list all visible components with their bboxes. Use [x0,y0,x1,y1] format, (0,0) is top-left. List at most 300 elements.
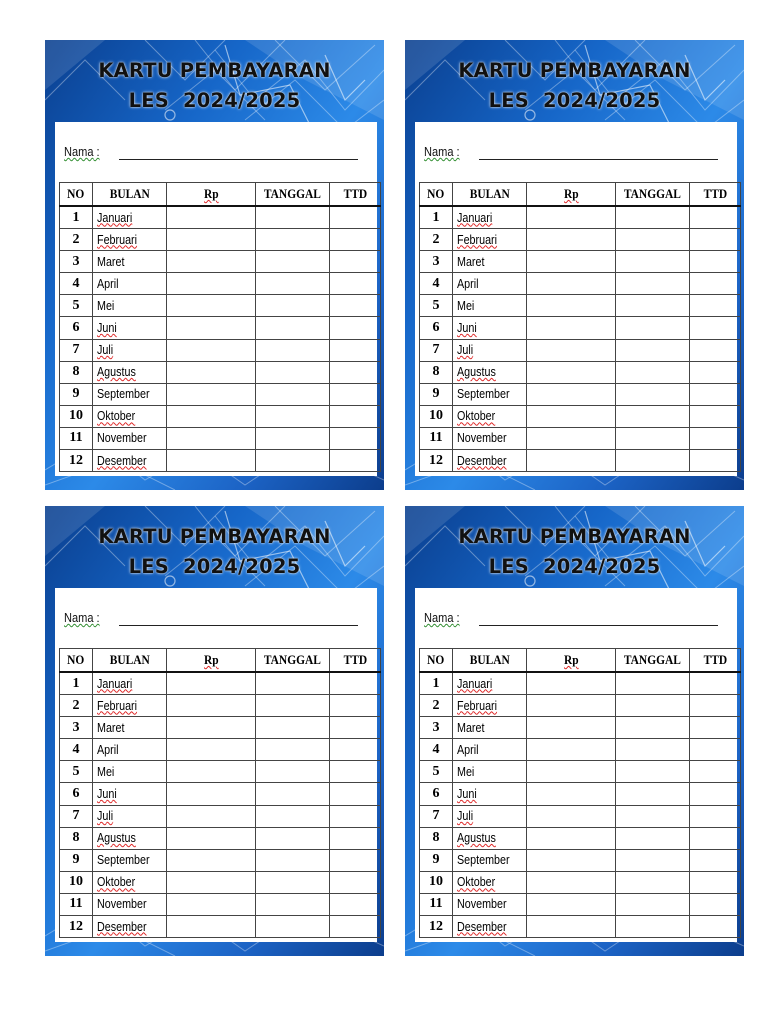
name-label: Nama : [64,610,100,625]
tanggal-cell[interactable] [256,361,330,383]
ttd-cell[interactable] [330,805,381,827]
row-number: 7 [420,805,453,827]
rp-cell[interactable] [167,871,256,893]
column-header-rp: Rp [527,183,616,207]
row-number: 9 [60,849,93,871]
month-cell: Juli [93,339,167,361]
rp-cell[interactable] [167,251,256,273]
ttd-cell[interactable] [690,405,741,427]
month-cell: September [93,383,167,405]
table-row [420,405,741,427]
payment-card-4 [405,506,744,956]
rp-cell[interactable] [167,783,256,805]
row-number: 12 [420,450,453,472]
table-row [60,827,381,849]
month-cell: Januari [93,672,167,695]
row-number: 8 [60,827,93,849]
rp-cell[interactable] [527,695,616,717]
rp-cell[interactable] [167,383,256,405]
rp-cell[interactable] [527,251,616,273]
column-header-rp: Rp [167,183,256,207]
ttd-cell[interactable] [330,339,381,361]
month-cell: Agustus [93,827,167,849]
tanggal-cell[interactable] [616,805,690,827]
tanggal-cell[interactable] [256,251,330,273]
ttd-cell[interactable] [690,229,741,251]
row-number: 12 [60,916,93,938]
month-cell: April [93,273,167,295]
column-header-ttd: TTD [690,649,741,673]
table-row [420,361,741,383]
rp-cell[interactable] [527,450,616,472]
tanggal-cell[interactable] [256,695,330,717]
card-title [405,56,744,116]
card-title [405,522,744,582]
rp-cell[interactable] [527,295,616,317]
ttd-cell[interactable] [690,761,741,783]
month-cell: Maret [93,251,167,273]
column-header-tanggal: TANGGAL [616,649,690,673]
table-row [60,450,381,472]
tanggal-cell[interactable] [256,893,330,915]
row-number: 2 [60,695,93,717]
month-cell: Juni [93,783,167,805]
name-row [424,610,727,630]
payment-table [419,648,741,938]
tanggal-cell[interactable] [616,383,690,405]
month-cell: Desember [93,916,167,938]
ttd-cell[interactable] [330,229,381,251]
rp-cell[interactable] [527,805,616,827]
tanggal-cell[interactable] [256,827,330,849]
ttd-cell[interactable] [330,827,381,849]
column-header-ttd: TTD [690,183,741,207]
tanggal-cell[interactable] [256,383,330,405]
table-row [420,229,741,251]
row-number: 2 [420,695,453,717]
name-field-line[interactable] [119,625,358,626]
month-cell: Agustus [93,361,167,383]
table-header-row [420,183,741,207]
row-number: 4 [420,273,453,295]
tanggal-cell[interactable] [256,229,330,251]
name-row [64,144,367,164]
row-number: 5 [420,295,453,317]
ttd-cell[interactable] [690,450,741,472]
ttd-cell[interactable] [690,849,741,871]
rp-cell[interactable] [167,893,256,915]
tanggal-cell[interactable] [256,450,330,472]
rp-cell[interactable] [527,229,616,251]
ttd-cell[interactable] [330,849,381,871]
ttd-cell[interactable] [690,805,741,827]
rp-cell[interactable] [167,827,256,849]
rp-cell[interactable] [527,317,616,339]
tanggal-cell[interactable] [256,761,330,783]
table-header-row [60,649,381,673]
row-number: 10 [60,405,93,427]
month-cell: November [93,427,167,449]
ttd-cell[interactable] [330,273,381,295]
rp-cell[interactable] [167,805,256,827]
ttd-cell[interactable] [330,295,381,317]
row-number: 1 [420,206,453,229]
ttd-cell[interactable] [330,871,381,893]
name-label: Nama : [424,610,460,625]
tanggal-cell[interactable] [616,739,690,761]
row-number: 9 [420,383,453,405]
table-row [420,893,741,915]
table-row [420,295,741,317]
month-cell: September [453,849,527,871]
row-number: 11 [420,427,453,449]
ttd-cell[interactable] [330,450,381,472]
ttd-cell[interactable] [690,672,741,695]
tanggal-cell[interactable] [616,672,690,695]
ttd-cell[interactable] [330,695,381,717]
tanggal-cell[interactable] [616,827,690,849]
card-panel [55,588,377,942]
tanggal-cell[interactable] [256,739,330,761]
rp-cell[interactable] [527,427,616,449]
card-title-line2: LES 2024/2025 [128,555,301,578]
card-title-line2: LES 2024/2025 [128,89,301,112]
table-row [420,717,741,739]
ttd-cell[interactable] [690,317,741,339]
table-row [420,761,741,783]
column-header-ttd: TTD [330,649,381,673]
table-row [420,339,741,361]
row-number: 5 [60,295,93,317]
table-row [60,871,381,893]
row-number: 4 [60,739,93,761]
tanggal-cell[interactable] [256,871,330,893]
rp-cell[interactable] [527,361,616,383]
table-row [420,672,741,695]
tanggal-cell[interactable] [616,339,690,361]
column-header-tanggal: TANGGAL [616,183,690,207]
column-header-rp: Rp [167,649,256,673]
ttd-cell[interactable] [690,339,741,361]
tanggal-cell[interactable] [616,273,690,295]
row-number: 2 [60,229,93,251]
name-label: Nama : [64,144,100,159]
table-row [420,450,741,472]
card-title [45,56,384,116]
ttd-cell[interactable] [690,827,741,849]
month-cell: April [93,739,167,761]
rp-cell[interactable] [167,695,256,717]
month-cell: Februari [93,695,167,717]
rp-cell[interactable] [167,672,256,695]
rp-cell[interactable] [527,849,616,871]
card-title-line1: KARTU PEMBAYARAN [458,59,691,82]
tanggal-cell[interactable] [256,672,330,695]
rp-cell[interactable] [527,717,616,739]
tanggal-cell[interactable] [256,916,330,938]
ttd-cell[interactable] [690,295,741,317]
ttd-cell[interactable] [330,717,381,739]
tanggal-cell[interactable] [256,805,330,827]
ttd-cell[interactable] [690,916,741,938]
tanggal-cell[interactable] [256,405,330,427]
month-cell: Desember [93,450,167,472]
month-cell: Oktober [93,871,167,893]
rp-cell[interactable] [527,916,616,938]
ttd-cell[interactable] [690,893,741,915]
month-cell: Oktober [93,405,167,427]
card-title-line1: KARTU PEMBAYARAN [458,525,691,548]
table-row [60,361,381,383]
rp-cell[interactable] [527,383,616,405]
rp-cell[interactable] [527,783,616,805]
ttd-cell[interactable] [690,739,741,761]
rp-cell[interactable] [167,317,256,339]
row-number: 12 [60,450,93,472]
rp-cell[interactable] [167,761,256,783]
rp-cell[interactable] [527,206,616,229]
card-title [45,522,384,582]
card-panel [415,588,737,942]
ttd-cell[interactable] [330,405,381,427]
column-header-bulan: BULAN [453,183,527,207]
tanggal-cell[interactable] [616,849,690,871]
payment-table [419,182,741,472]
rp-cell[interactable] [527,339,616,361]
tanggal-cell[interactable] [256,295,330,317]
payment-card-2 [405,40,744,490]
table-row [60,405,381,427]
tanggal-cell[interactable] [256,427,330,449]
ttd-cell[interactable] [330,916,381,938]
month-cell: Desember [453,916,527,938]
month-cell: Agustus [453,361,527,383]
rp-cell[interactable] [167,916,256,938]
column-header-no: NO [420,649,453,673]
rp-cell[interactable] [527,672,616,695]
tanggal-cell[interactable] [616,695,690,717]
tanggal-cell[interactable] [256,206,330,229]
column-header-ttd: TTD [330,183,381,207]
tanggal-cell[interactable] [616,317,690,339]
table-header-row [420,649,741,673]
tanggal-cell[interactable] [616,761,690,783]
month-cell: Februari [93,229,167,251]
month-cell: Januari [453,672,527,695]
column-header-no: NO [420,183,453,207]
row-number: 7 [60,805,93,827]
tanggal-cell[interactable] [256,317,330,339]
card-title-line1: KARTU PEMBAYARAN [98,525,331,548]
table-row [420,805,741,827]
ttd-cell[interactable] [330,761,381,783]
tanggal-cell[interactable] [616,206,690,229]
tanggal-cell[interactable] [616,893,690,915]
row-number: 3 [60,251,93,273]
rp-cell[interactable] [167,717,256,739]
month-cell: September [453,383,527,405]
row-number: 7 [60,339,93,361]
rp-cell[interactable] [167,273,256,295]
column-header-no: NO [60,183,93,207]
month-cell: Februari [453,695,527,717]
name-row [64,610,367,630]
table-row [420,206,741,229]
month-cell: Oktober [453,871,527,893]
column-header-bulan: BULAN [93,183,167,207]
ttd-cell[interactable] [690,206,741,229]
ttd-cell[interactable] [690,427,741,449]
column-header-bulan: BULAN [453,649,527,673]
month-cell: Mei [453,761,527,783]
rp-cell[interactable] [527,761,616,783]
payment-card-1 [45,40,384,490]
table-row [60,695,381,717]
row-number: 3 [60,717,93,739]
table-row [60,849,381,871]
ttd-cell[interactable] [690,251,741,273]
card-panel [415,122,737,476]
table-row [420,317,741,339]
month-cell: November [453,893,527,915]
tanggal-cell[interactable] [256,339,330,361]
column-header-bulan: BULAN [93,649,167,673]
rp-cell[interactable] [167,849,256,871]
name-row [424,144,727,164]
name-field-line[interactable] [119,159,358,160]
rp-cell[interactable] [527,827,616,849]
month-cell: Oktober [453,405,527,427]
table-row [60,427,381,449]
tanggal-cell[interactable] [616,361,690,383]
ttd-cell[interactable] [690,871,741,893]
rp-cell[interactable] [167,295,256,317]
rp-cell[interactable] [167,229,256,251]
row-number: 9 [420,849,453,871]
row-number: 10 [420,871,453,893]
month-cell: Juli [453,339,527,361]
table-row [60,229,381,251]
tanggal-cell[interactable] [616,229,690,251]
card-title-line2: LES 2024/2025 [488,555,661,578]
rp-cell[interactable] [167,405,256,427]
rp-cell[interactable] [527,871,616,893]
month-cell: Maret [93,717,167,739]
tanggal-cell[interactable] [616,450,690,472]
ttd-cell[interactable] [330,893,381,915]
ttd-cell[interactable] [330,739,381,761]
tanggal-cell[interactable] [616,427,690,449]
rp-cell[interactable] [527,893,616,915]
rp-cell[interactable] [167,206,256,229]
month-cell: Juni [453,317,527,339]
tanggal-cell[interactable] [256,849,330,871]
month-cell: Januari [93,206,167,229]
row-number: 11 [60,893,93,915]
row-number: 6 [60,783,93,805]
name-field-line[interactable] [479,625,718,626]
tanggal-cell[interactable] [256,717,330,739]
tanggal-cell[interactable] [616,405,690,427]
ttd-cell[interactable] [330,427,381,449]
table-row [60,339,381,361]
tanggal-cell[interactable] [616,251,690,273]
rp-cell[interactable] [167,339,256,361]
ttd-cell[interactable] [690,783,741,805]
rp-cell[interactable] [527,273,616,295]
tanggal-cell[interactable] [616,916,690,938]
ttd-cell[interactable] [330,361,381,383]
month-cell: September [93,849,167,871]
month-cell: Maret [453,251,527,273]
rp-cell[interactable] [167,739,256,761]
row-number: 1 [60,206,93,229]
tanggal-cell[interactable] [616,717,690,739]
rp-cell[interactable] [167,450,256,472]
ttd-cell[interactable] [690,383,741,405]
column-header-tanggal: TANGGAL [256,183,330,207]
month-cell: Mei [453,295,527,317]
month-cell: Mei [93,295,167,317]
tanggal-cell[interactable] [256,783,330,805]
ttd-cell[interactable] [690,273,741,295]
month-cell: November [453,427,527,449]
ttd-cell[interactable] [330,383,381,405]
table-row [60,783,381,805]
ttd-cell[interactable] [330,251,381,273]
rp-cell[interactable] [527,405,616,427]
tanggal-cell[interactable] [616,871,690,893]
tanggal-cell[interactable] [616,783,690,805]
table-header-row [60,183,381,207]
row-number: 5 [60,761,93,783]
rp-cell[interactable] [167,427,256,449]
row-number: 8 [420,827,453,849]
table-row [60,295,381,317]
ttd-cell[interactable] [690,695,741,717]
ttd-cell[interactable] [330,317,381,339]
table-row [420,783,741,805]
table-row [60,717,381,739]
table-row [60,805,381,827]
table-row [60,739,381,761]
row-number: 3 [420,717,453,739]
card-title-line1: KARTU PEMBAYARAN [98,59,331,82]
ttd-cell[interactable] [330,783,381,805]
row-number: 9 [60,383,93,405]
row-number: 10 [60,871,93,893]
tanggal-cell[interactable] [616,295,690,317]
rp-cell[interactable] [527,739,616,761]
table-row [60,206,381,229]
name-field-line[interactable] [479,159,718,160]
row-number: 1 [420,672,453,695]
table-row [60,893,381,915]
tanggal-cell[interactable] [256,273,330,295]
month-cell: Juni [453,783,527,805]
ttd-cell[interactable] [330,206,381,229]
row-number: 11 [60,427,93,449]
rp-cell[interactable] [167,361,256,383]
row-number: 8 [60,361,93,383]
ttd-cell[interactable] [690,717,741,739]
ttd-cell[interactable] [690,361,741,383]
table-row [60,672,381,695]
ttd-cell[interactable] [330,672,381,695]
row-number: 4 [60,273,93,295]
table-row [60,916,381,938]
table-row [420,871,741,893]
